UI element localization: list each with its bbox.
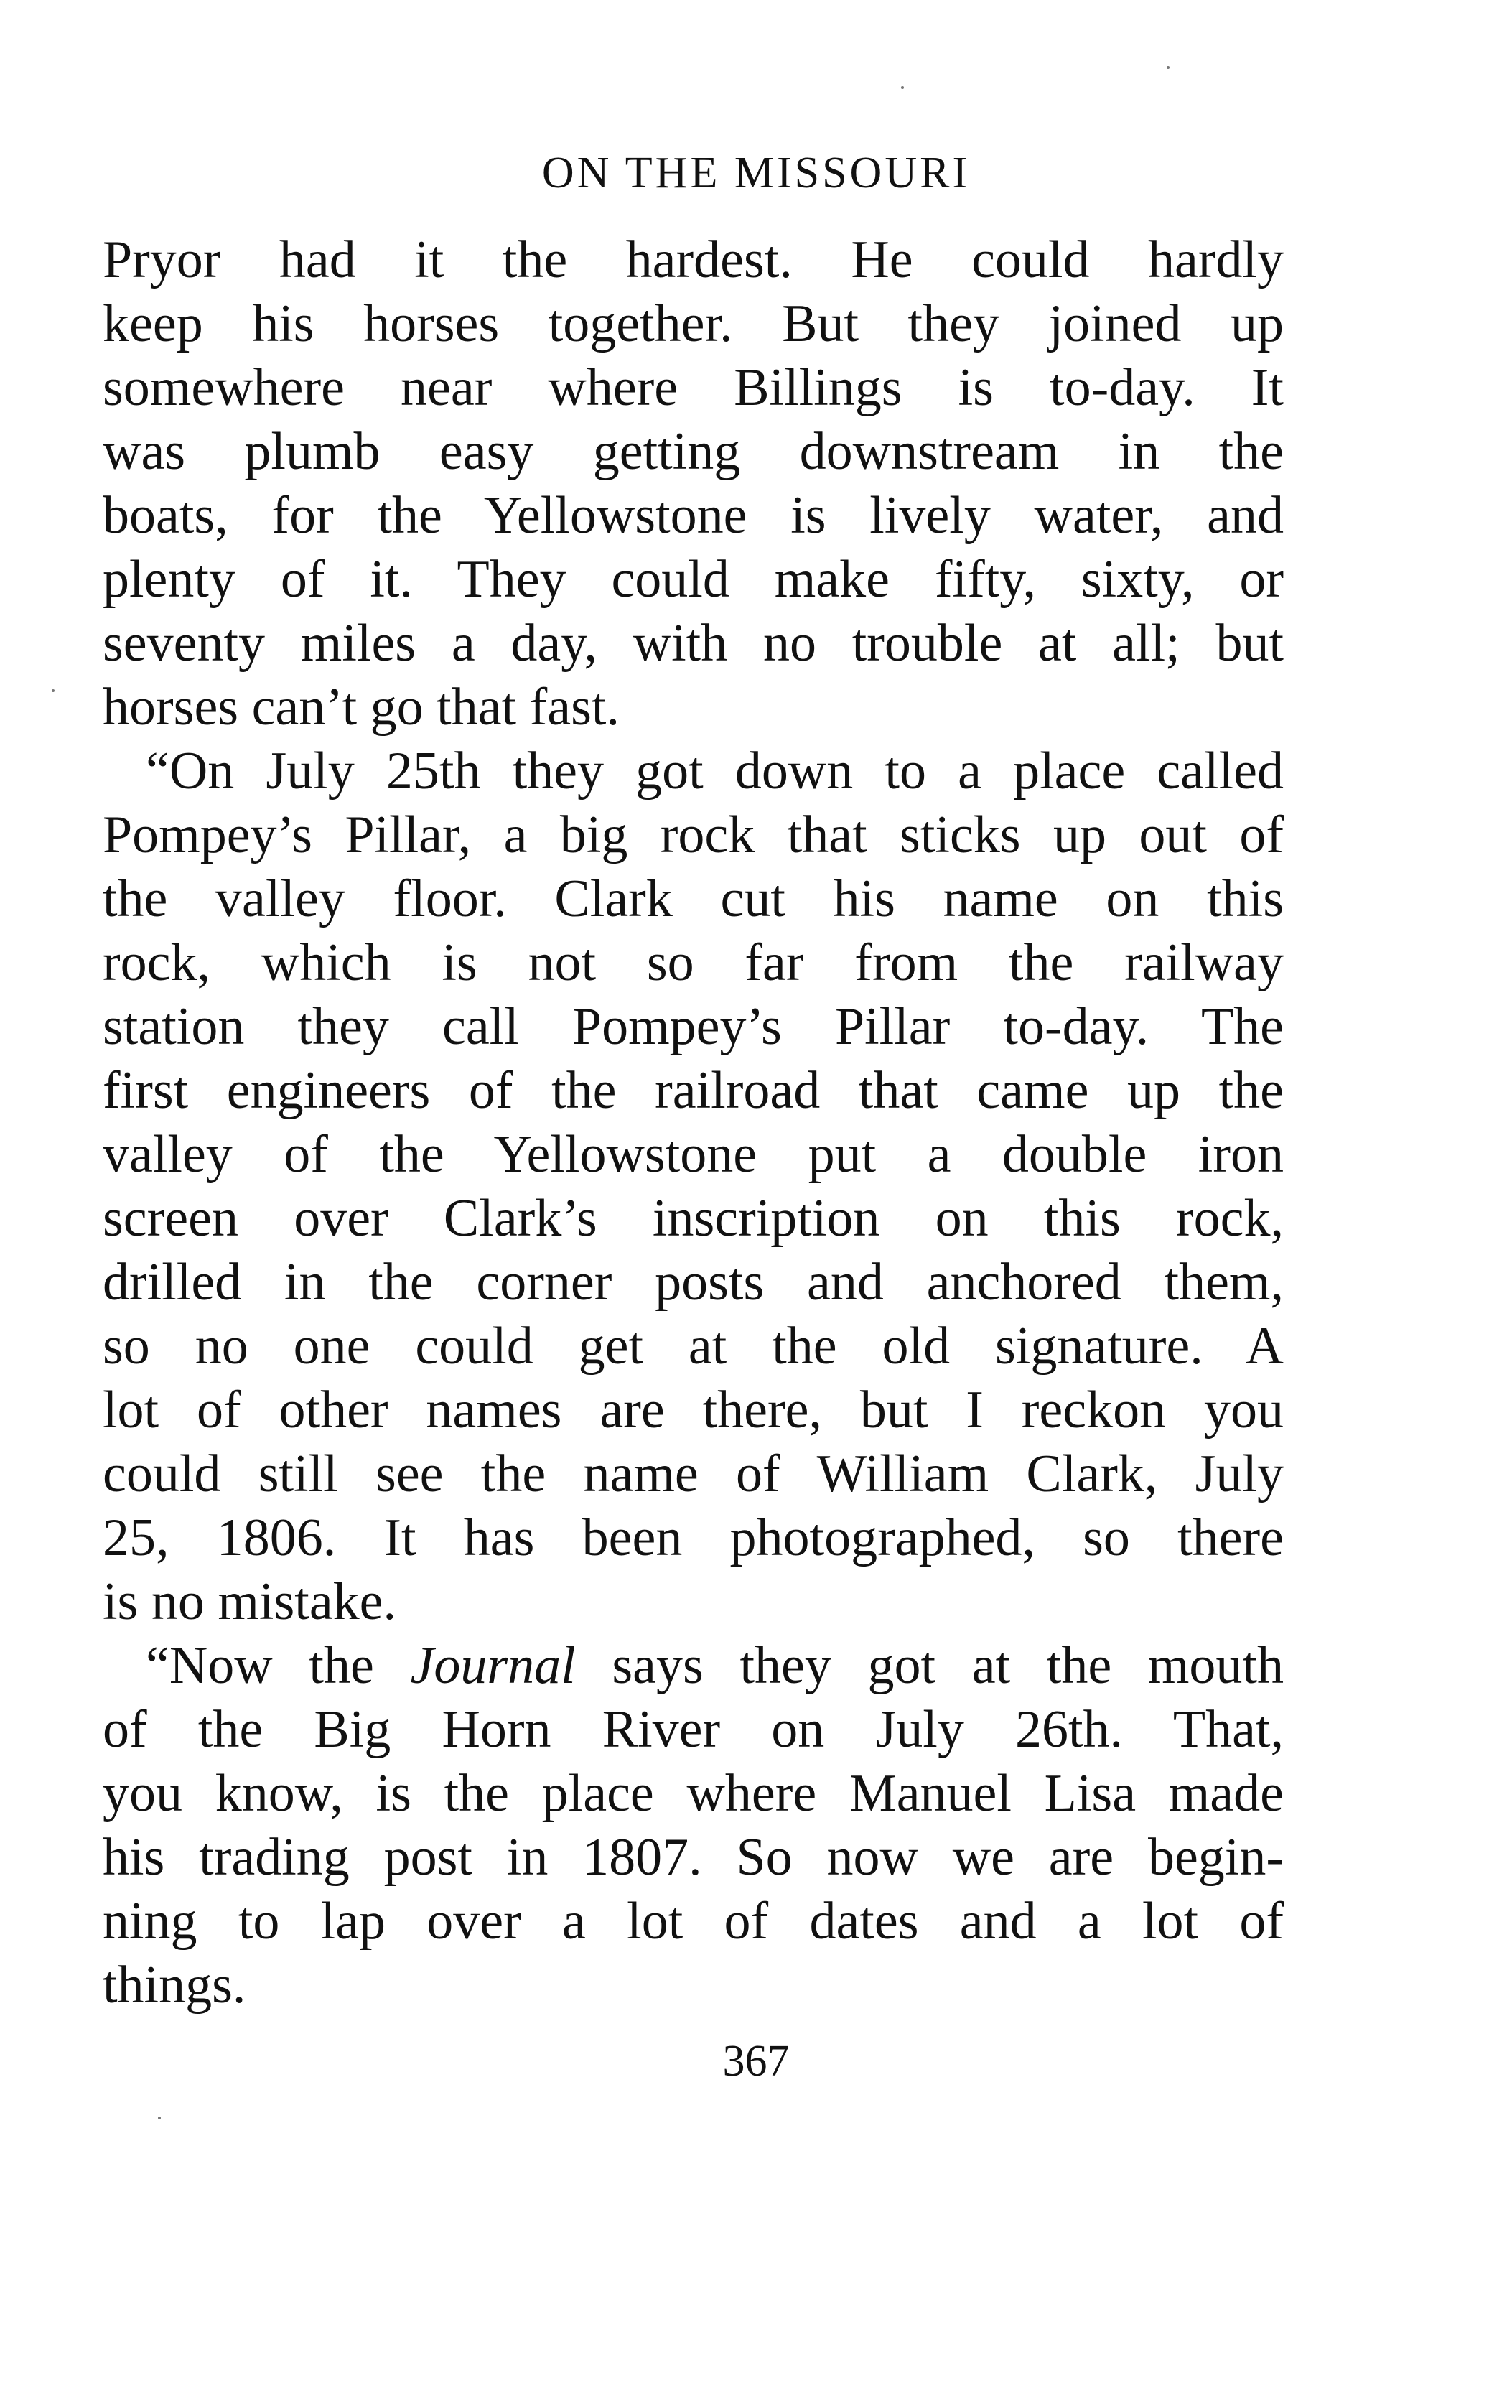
scan-speck: [158, 2117, 161, 2119]
text-line: you know, is the place where Manuel Lisa made: [103, 1764, 1284, 1823]
journal-title: Journal: [410, 1636, 576, 1695]
text-line: Pompey’s Pillar, a big rock that sticks up out of: [103, 806, 1284, 864]
text-line: horses can’t go that fast.: [103, 678, 620, 737]
text-line: first engineers of the railroad that came up the: [103, 1061, 1284, 1120]
text-line: “On July 25th they got down to a place called: [146, 742, 1284, 801]
text-line: lot of other names are there, but I reckon you: [103, 1381, 1284, 1439]
scan-speck: [901, 86, 904, 89]
text-segment: says they got at the mouth: [575, 1636, 1284, 1695]
text-line: his trading post in 1807. So now we are begin-: [103, 1828, 1284, 1887]
text-line: could still see the name of William Clark, July: [103, 1445, 1284, 1503]
text-line: ning to lap over a lot of dates and a lot of: [103, 1892, 1284, 1951]
page-number: 367: [722, 2037, 790, 2086]
text-line: rock, which is not so far from the railway: [103, 933, 1284, 992]
text-line: somewhere near where Billings is to-day. It: [103, 358, 1284, 417]
text-line: of the Big Horn River on July 26th. That,: [103, 1700, 1284, 1759]
text-line: station they call Pompey’s Pillar to-day. The: [103, 997, 1284, 1056]
text-line: [103, 1634, 1284, 1698]
text-line: drilled in the corner posts and anchored them,: [103, 1253, 1284, 1312]
text-line: the valley floor. Clark cut his name on this: [103, 869, 1284, 928]
text-line: keep his horses together. But they joined up: [103, 294, 1284, 353]
text-line: Pryor had it the hardest. He could hardly: [103, 230, 1284, 289]
text-line: so no one could get at the old signature. A: [103, 1317, 1284, 1376]
text-line: plenty of it. They could make fifty, sixty, or: [103, 550, 1284, 609]
text-line: seventy miles a day, with no trouble at all; but: [103, 614, 1284, 673]
text-line: 25, 1806. It has been photographed, so there: [103, 1508, 1284, 1567]
text-line: screen over Clark’s inscription on this rock,: [103, 1189, 1284, 1248]
text-line: things.: [103, 1956, 246, 2015]
text-line: boats, for the Yellowstone is lively water, and: [103, 486, 1284, 545]
text-segment: “Now the: [146, 1636, 411, 1695]
text-line: valley of the Yellowstone put a double iron: [103, 1125, 1284, 1184]
text-line: is no mistake.: [103, 1572, 397, 1631]
scan-speck: [1167, 66, 1170, 69]
running-head: ON THE MISSOURI: [541, 149, 971, 197]
body-text: [103, 228, 1284, 2017]
text-line: was plumb easy getting downstream in the: [103, 422, 1284, 481]
scan-speck: [52, 689, 55, 692]
